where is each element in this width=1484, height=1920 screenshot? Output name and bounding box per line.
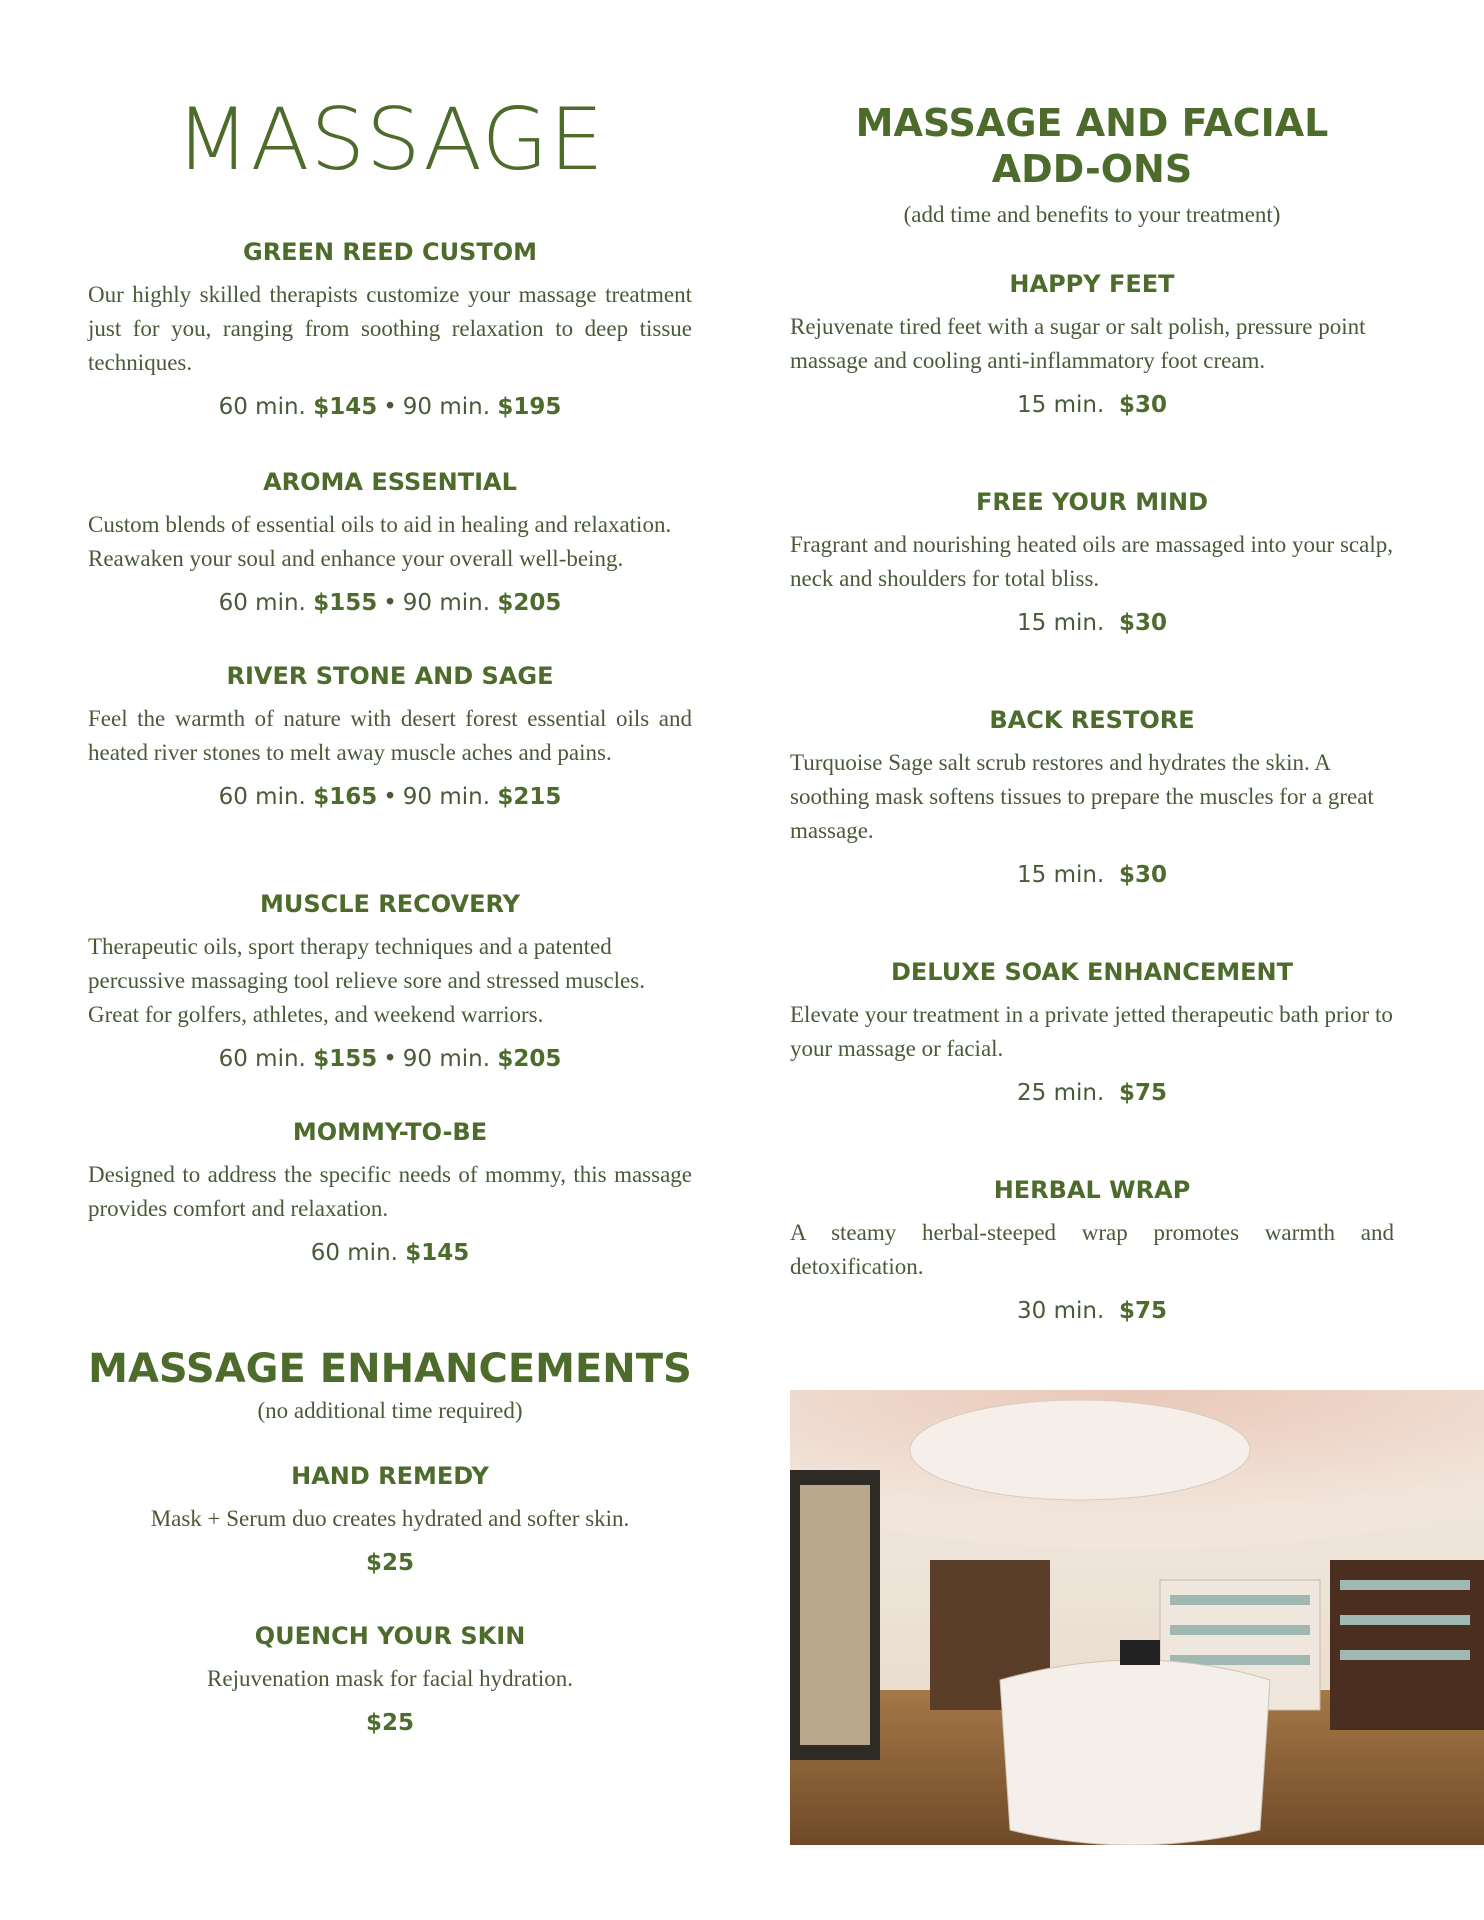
item-name: QUENCH YOUR SKIN	[254, 1622, 526, 1650]
menu-item	[790, 956, 1394, 1110]
menu-item	[790, 704, 1394, 892]
menu-item	[88, 1116, 692, 1270]
item-name: MUSCLE RECOVERY	[259, 890, 521, 918]
addons-title: MASSAGE AND FACIAL ADD-ONS	[855, 101, 1329, 191]
enhancements-title: MASSAGE ENHANCEMENTS	[88, 1346, 692, 1392]
item-name: AROMA ESSENTIAL	[263, 468, 517, 496]
item-description: Fragrant and nourishing heated oils are massaged into your scalp, neck and shoulders for total bliss.	[790, 532, 1393, 591]
item-price: 15 min. $30	[1017, 862, 1167, 888]
menu-item	[88, 466, 692, 620]
item-name: HERBAL WRAP	[993, 1176, 1191, 1204]
item-name: BACK RESTORE	[989, 706, 1195, 734]
item-price: $25	[365, 1710, 414, 1736]
item-description: Rejuvenate tired feet with a sugar or salt polish, pressure point massage and cooling anti-inflammatory foot cream.	[790, 314, 1366, 373]
item-description: Rejuvenation mask for facial hydration.	[207, 1666, 573, 1691]
item-name: HAPPY FEET	[1009, 270, 1175, 298]
item-description: Turquoise Sage salt scrub restores and hydrates the skin. A soothing mask softens tissues to prepare the muscles for a great massage.	[790, 750, 1374, 843]
item-price: 60 min. $165 • 90 min. $215	[218, 784, 562, 810]
menu-item	[790, 1174, 1394, 1328]
item-price: 15 min. $30	[1017, 610, 1167, 636]
item-name: GREEN REED CUSTOM	[243, 238, 537, 266]
item-description: Custom blends of essential oils to aid in healing and relaxation. Reawaken your soul and enhance your overall well-being.	[88, 512, 672, 571]
menu-item	[88, 236, 692, 424]
item-description: Mask + Serum duo creates hydrated and softer skin.	[150, 1506, 630, 1531]
item-name: RIVER STONE AND SAGE	[226, 662, 554, 690]
item-price: $25	[365, 1550, 414, 1576]
item-price: 60 min. $145	[310, 1240, 470, 1266]
item-description: Our highly skilled therapists customize your massage treatment just for you, ranging from soothing relaxation to deep tissue techniques.	[88, 282, 692, 375]
menu-item	[88, 888, 692, 1076]
item-description: A steamy herbal-steeped wrap promotes warmth and detoxification.	[790, 1220, 1394, 1279]
item-description: Elevate your treatment in a private jetted therapeutic bath prior to your massage or facial.	[790, 1002, 1393, 1061]
spa-lobby-illustration	[790, 1390, 1484, 1845]
item-name: FREE YOUR MIND	[975, 488, 1209, 516]
spa-lobby-photo	[790, 1390, 1484, 1845]
addons-subtitle: (add time and benefits to your treatment)	[903, 202, 1281, 227]
menu-item	[790, 486, 1394, 640]
item-price: 60 min. $155 • 90 min. $205	[218, 1046, 562, 1072]
menu-item	[88, 1620, 692, 1740]
item-description: Designed to address the specific needs of mommy, this massage provides comfort and relaxation.	[88, 1162, 692, 1221]
page-title: MASSAGE	[175, 90, 605, 190]
menu-item	[88, 660, 692, 814]
item-name: MOMMY-TO-BE	[292, 1118, 488, 1146]
enhancements-subtitle: (no additional time required)	[257, 1398, 523, 1423]
item-description: Therapeutic oils, sport therapy techniques and a patented percussive massaging tool relieve sore and stressed muscles. Great for golfers, athletes, and weekend warriors.	[88, 934, 645, 1027]
item-name: DELUXE SOAK ENHANCEMENT	[890, 958, 1294, 986]
item-price: 30 min. $75	[1017, 1298, 1167, 1324]
item-description: Feel the warmth of nature with desert forest essential oils and heated river stones to melt away muscle aches and pains.	[88, 706, 692, 765]
item-name: HAND REMEDY	[291, 1462, 489, 1490]
item-price: 60 min. $145 • 90 min. $195	[218, 394, 562, 420]
item-price: 60 min. $155 • 90 min. $205	[218, 590, 562, 616]
menu-item	[88, 1460, 692, 1580]
item-price: 25 min. $75	[1017, 1080, 1167, 1106]
menu-item	[790, 268, 1394, 422]
item-price: 15 min. $30	[1017, 392, 1167, 418]
